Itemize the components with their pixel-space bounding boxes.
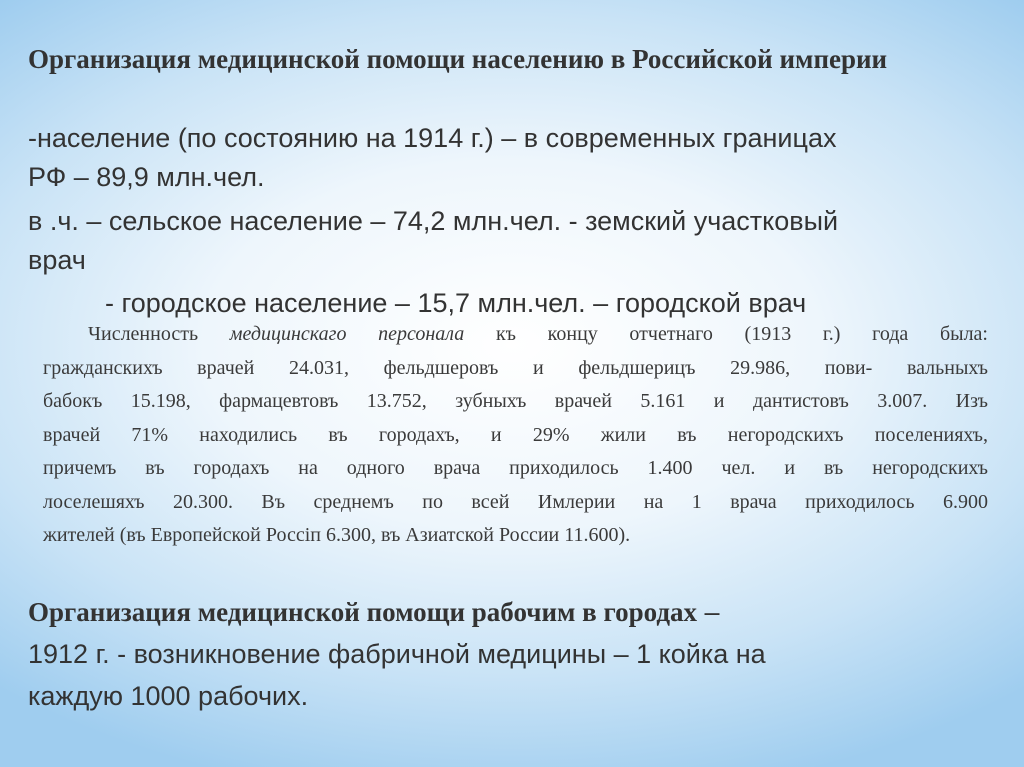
rural-population-line: в .ч. – сельское население – 74,2 млн.чел. - земский участковый xyxy=(28,206,839,236)
section2 xyxy=(28,591,988,717)
section2-title xyxy=(28,591,988,633)
excerpt-line: бабокъ 15.198, фармацевтовъ 13.752, зубныхъ врачей 5.161 и дантистовъ 3.007. Изъ xyxy=(43,390,988,412)
section2-title-dash: – xyxy=(697,597,720,627)
beds-per-workers-line: каждую 1000 рабочих. xyxy=(28,681,309,711)
section1-title: Организация медицинской помощи населению в Российской империи xyxy=(28,44,888,74)
excerpt-text: Численность xyxy=(88,323,230,345)
population-line: -население (по состоянию на 1914 г.) – в современных границах xyxy=(28,123,837,153)
urban-population-line: - городское население – 15,7 млн.чел. – городской врач xyxy=(105,288,807,318)
factory-medicine-line: 1912 г. - возникновение фабричной медицины – 1 койка на xyxy=(28,639,766,669)
excerpt-text: къ концу отчетнаго (1913 г.) года была: xyxy=(464,323,988,345)
section2-title-bold: Организация медицинской помощи рабочим в городах xyxy=(28,597,697,627)
population-value-line: РФ – 89,9 млн.чел. xyxy=(28,162,265,192)
historical-text-excerpt xyxy=(43,318,988,553)
excerpt-line: причемъ въ городахъ на одного врача приходилось 1.400 чел. и въ негородскихъ xyxy=(43,457,988,479)
excerpt-line: гражданскихъ врачей 24.031, фельдшеровъ и фельдшерицъ 29.986, пови- вальныхъ xyxy=(43,356,988,379)
rural-doctor-line: врач xyxy=(28,245,86,275)
excerpt-line: жителей (въ Европейской Россіп 6.300, въ Азиатской России 11.600). xyxy=(43,524,631,546)
excerpt-line xyxy=(43,318,988,352)
excerpt-line: лоселешяхъ 20.300. Въ среднемъ по всей Имлерии на 1 врача приходилось 6.900 xyxy=(43,490,988,513)
excerpt-line: врачей 71% находились въ городахъ, и 29% жили въ негородскихъ поселенияхъ, xyxy=(43,423,988,446)
excerpt-emphasis: медицинскаго персонала xyxy=(229,323,465,345)
